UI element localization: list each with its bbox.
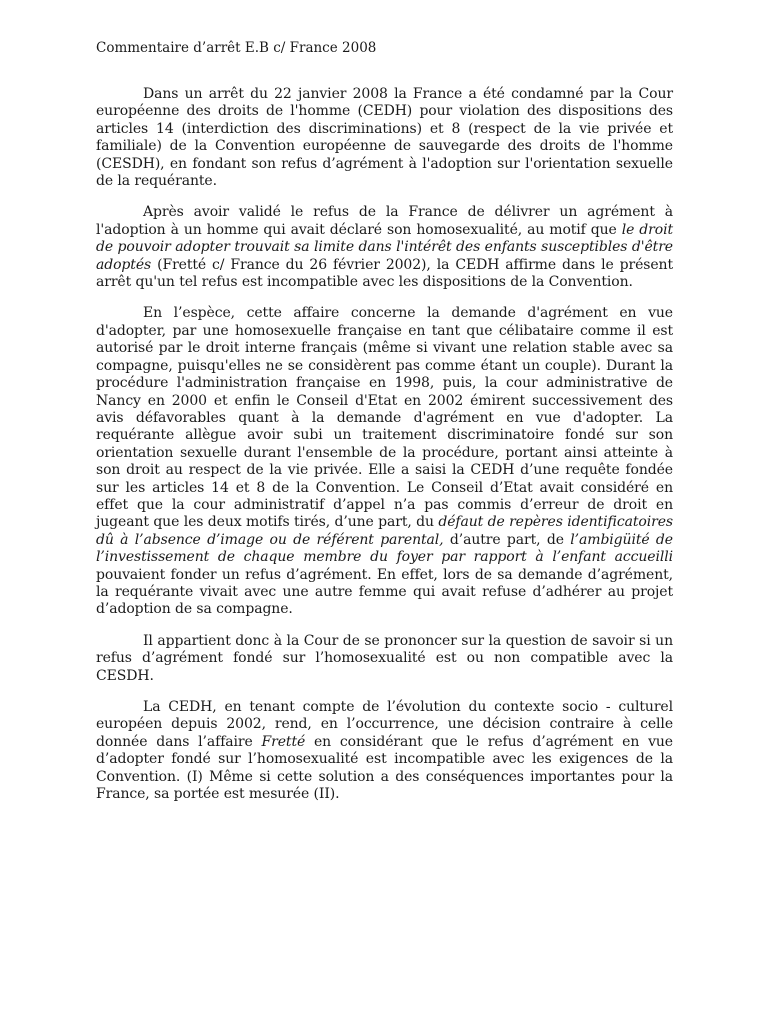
text-run: Il appartient donc à la Cour de se prononcer sur la question de savoir si un refus d’agrément fondé sur l’homosexualité est ou non compatible avec la CESDH. xyxy=(96,632,673,684)
italic-quote: Fretté xyxy=(261,733,306,750)
paragraph-4 xyxy=(96,633,673,685)
text-run: (Fretté c/ France du 26 février 2002), la CEDH affirme dans le présent arrêt qu'un tel refus est incompatible avec les dispositions de la Convention. xyxy=(96,256,673,291)
italic-quote: le droit de pouvoir adopter trouvait sa limite dans l'intérêt des enfants susceptibles d'être adoptés xyxy=(96,221,673,273)
text-run: En l’espèce, cette affaire concerne la demande d'agrément en vue d'adopter, par une homosexuelle française en tant que célibataire comme il est autorisé par le droit interne français (même si vivant une relation stable avec sa compagne, puisqu'elles ne se considèrent pas comme étant un couple). Durant la procédure l'administration française en 1998, puis, la cour administrative de Nancy en 2000 et enfin le Conseil d'Etat en 2002 émirent successivement des avis défavorables quant à la demande d'agrément en vue d'adopter. La requérante allègue avoir subi un traitement discriminatoire fondé sur son orientation sexuelle durant l'ensemble de la procédure, portant ainsi atteinte à son droit au respect de la vie privée. Elle a saisi la CEDH d’une requête fondée sur les articles 14 et 8 de la Convention. Le Conseil d’Etat avait considéré en effet que la cour administratif d’appel n’a pas commis d’erreur de droit en jugeant que les deux motifs tirés, d’une part, du xyxy=(96,305,673,531)
document-title: Commentaire d’arrêt E.B c/ France 2008 xyxy=(96,40,377,56)
text-run: Après avoir validé le refus de la France de délivrer un agrément à l'adoption à un homme qui avait déclaré son homosexualité, au motif que xyxy=(96,204,673,238)
italic-quote: défaut de repères identificatoires dû à l’absence d’image ou de référent parental, xyxy=(96,514,673,548)
document-body xyxy=(96,86,673,803)
paragraph-3 xyxy=(96,305,673,618)
paragraph-1 xyxy=(96,86,673,190)
italic-quote: l’ambigüité de l’investissement de chaque membre du foyer par rapport à l’enfant accueilli xyxy=(96,531,673,566)
text-run: pouvaient fonder un refus d’agrément. En effet, lors de sa demande d’agrément, la requérante vivait avec une autre femme qui avait refuse d’adhérer au projet d’adoption de sa compagne. xyxy=(96,566,673,618)
text-run: d’autre part, de xyxy=(443,531,571,548)
text-run: La CEDH, en tenant compte de l’évolution du contexte socio - culturel européen depuis 2002, rend, en l’occurrence, une décision contraire à celle donnée dans l’affaire xyxy=(96,699,673,750)
paragraph-2 xyxy=(96,204,673,291)
text-run: en considérant que le refus d’agrément en vue d’adopter fondé sur l’homosexualité est incompatible avec les exigences de la Convention. (I) Même si cette solution a des conséquences importantes pour la France, sa portée est mesurée (II). xyxy=(96,733,673,803)
text-run: Dans un arrêt du 22 janvier 2008 la France a été condamné par la Cour européenne des droits de l'homme (CEDH) pour violation des dispositions des articles 14 (interdiction des discriminations) et 8 (respect de la vie privée et familiale) de la Convention européenne de sauvegarde des droits de l'homme (CESDH), en fondant son refus d’agrément à l'adoption sur l'orientation sexuelle de la requérante. xyxy=(96,86,673,190)
paragraph-5 xyxy=(96,699,673,803)
